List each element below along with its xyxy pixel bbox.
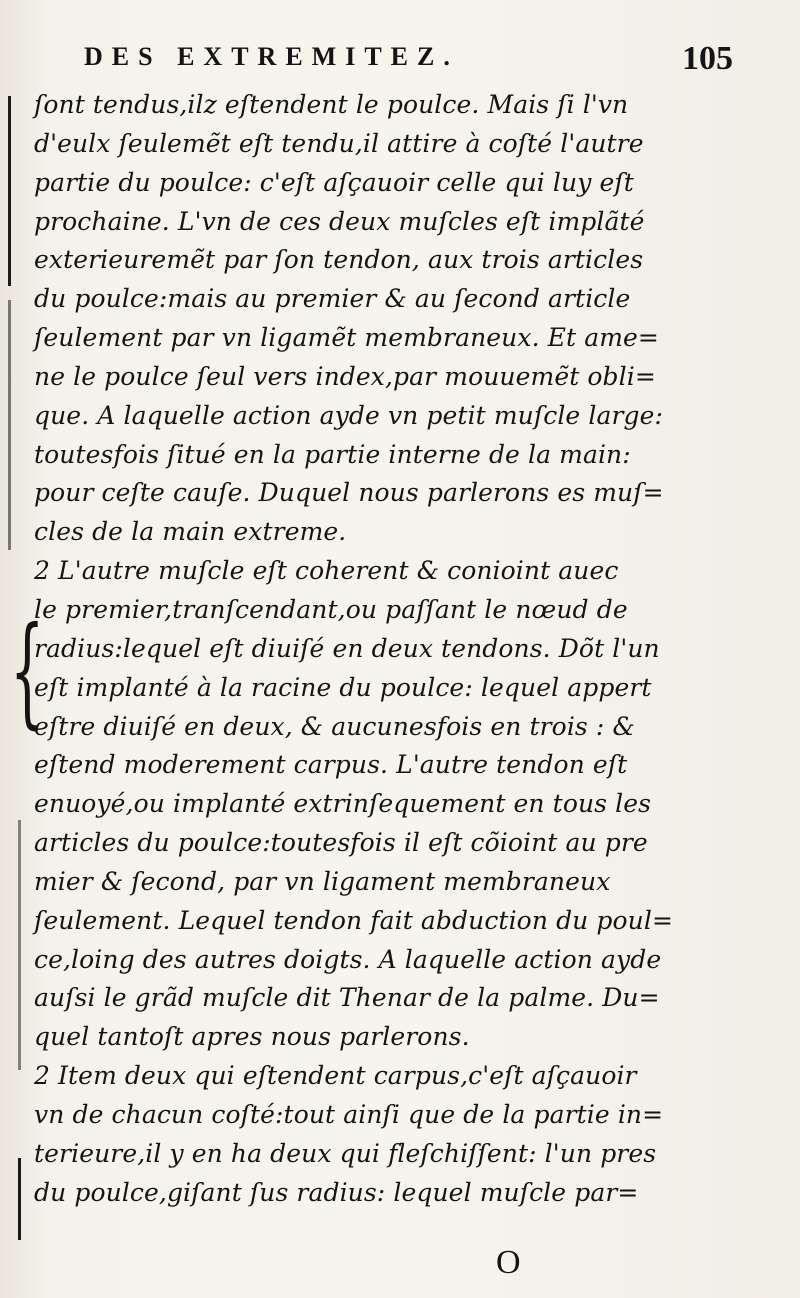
margin-rule-bottom	[18, 1158, 21, 1240]
text-line: eſtre diuiſé en deux, & aucunesfois en trois : &	[34, 711, 635, 741]
margin-rule-top	[8, 96, 11, 286]
text-line: toutesfois ſitué en la partie interne de la main:	[34, 439, 631, 469]
text-line: ſeulement par vn ligamẽt membraneux. Et ame=	[34, 323, 659, 353]
text-line: enuoyé,ou implanté extrinſequement en tous les	[34, 789, 652, 819]
text-line: partie du poulce: c'eſt aſçauoir celle qui luy eſt	[34, 167, 634, 197]
text-line: ſeulement. Lequel tendon fait abduction du poul=	[34, 905, 674, 935]
body-text	[34, 86, 774, 1212]
margin-brace: {	[10, 602, 45, 741]
text-line: pour ceſte cauſe. Duquel nous parlerons es muſ=	[34, 478, 664, 508]
text-line: ne le poulce ſeul vers index,par mouuemẽt obli=	[34, 361, 656, 391]
text-line: 2 Item deux qui eſtendent carpus,c'eſt aſçauoir	[34, 1061, 637, 1091]
text-line: mier & ſecond, par vn ligament membraneux	[34, 866, 611, 896]
page-number: 105	[682, 40, 733, 77]
running-header: DES EXTREMITEZ.	[84, 42, 459, 71]
signature-mark: O	[496, 1244, 521, 1281]
text-line: prochaine. L'vn de ces deux muſcles eſt implãté	[34, 206, 645, 236]
margin-rule-upper	[8, 300, 11, 550]
text-line: du poulce,giſant ſus radius: lequel muſcle par=	[34, 1177, 639, 1207]
margin-rule-lower	[18, 820, 21, 1070]
text-line: terieure,il y en ha deux qui fleſchiſſent: l'un pres	[34, 1138, 657, 1168]
text-line: du poulce:mais au premier & au ſecond article	[34, 284, 631, 314]
text-line: cles de la main extreme.	[34, 517, 347, 547]
text-line: articles du poulce:toutesfois il eſt cõioint au pre	[34, 828, 648, 858]
text-line: eſtend moderement carpus. L'autre tendon eſt	[34, 750, 628, 780]
text-line: le premier,tranſcendant,ou paſſant le nœud de	[34, 594, 628, 624]
text-line: exterieuremẽt par ſon tendon, aux trois articles	[34, 245, 644, 275]
text-line: radius:lequel eſt diuiſé en deux tendons. Dõt l'un	[34, 633, 660, 663]
text-line: eſt implanté à la racine du poulce: lequel appert	[34, 672, 652, 702]
text-line: ce,loing des autres doigts. A laquelle action ayde	[34, 944, 662, 974]
text-line: 2 L'autre muſcle eſt coherent & conioint auec	[34, 556, 619, 586]
text-line: que. A laquelle action ayde vn petit muſcle large:	[34, 400, 664, 430]
text-line: vn de chacun coſté:tout ainſi que de la partie in=	[34, 1099, 664, 1129]
text-line: quel tantoſt apres nous parlerons.	[34, 1022, 470, 1052]
text-line: auſsi le grãd muſcle dit Thenar de la palme. Du=	[34, 983, 660, 1013]
text-line: d'eulx ſeulemẽt eſt tendu,il attire à coſté l'autre	[34, 128, 644, 158]
text-line: ſont tendus,ilz eſtendent le poulce. Mais ſi l'vn	[34, 90, 629, 119]
